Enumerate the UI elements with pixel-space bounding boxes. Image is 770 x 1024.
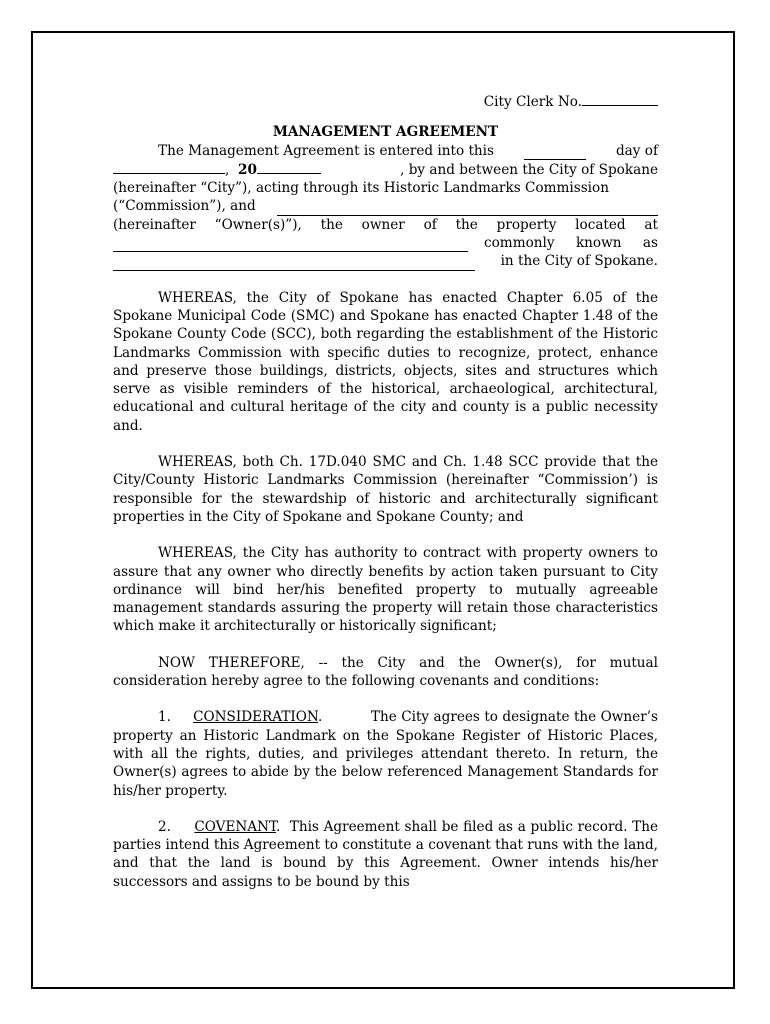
whereas-paragraph-1: WHEREAS, the City of Spokane has enacted Chapter 6.05 of the Spokane Municipal Code (SMC) and Spokane has enacted Chapter 1.48 of the Spokane County Code (SCC), both regarding the establishment of the Historic Landmarks Commission with specific duties to recognize, protect, enhance and preserve those buildings, districts, objects, sites and structures which serve as visible reminders of the historical, archaeological, architectural, educational and cultural heritage of the city and county is a public necessity and. <box>113 289 658 434</box>
intro-line-4a: (“Commission”), and <box>113 198 256 215</box>
property-location-blank <box>113 238 468 252</box>
section-2-heading: COVENANT <box>194 818 277 835</box>
year-blank <box>257 160 321 174</box>
section-2-body: This Agreement shall be filed as a public record. The parties intend this Agreement to constitute a covenant that runs with the land, and that the land is bound by this Agreement. Owner intends his/her successors and assigns to be bound by this <box>113 818 659 890</box>
intro-line-1b: day of <box>615 142 658 159</box>
day-blank <box>524 146 586 160</box>
whereas-paragraph-2: WHEREAS, both Ch. 17D.040 SMC and Ch. 1.48 SCC provide that the City/County Historic Landmarks Commission (hereinafter “Commission’) is responsible for the stewardship of historic and architecturally significant properties in the City of Spokane and Spokane County; and <box>113 454 658 525</box>
section-1-body: The City agrees to designate the Owner’s property an Historic Landmark on the Spokane Register of Historic Places, with all the rights, duties, and privileges attendant thereto. In return, the Owner(s) agrees to abide by the below referenced Management Standards for his/her property. <box>113 709 659 799</box>
now-therefore-paragraph: NOW THEREFORE, -- the City and the Owner(s), for mutual consideration hereby agree to the following covenants and conditions: <box>113 654 658 690</box>
document-body <box>113 92 658 891</box>
intro-paragraph <box>113 142 658 271</box>
city-clerk-number-blank <box>582 92 658 106</box>
city-clerk-label: City Clerk No. <box>483 94 582 110</box>
commonly-known-blank <box>113 257 475 271</box>
intro-line-1a: The Management Agreement is entered into this <box>158 142 495 159</box>
intro-line-2b: , by and between the City of Spokane <box>400 161 658 178</box>
whereas-paragraph-3: WHEREAS, the City has authority to contract with property owners to assure that any owner who directly benefits by action taken pursuant to City ordinance will bind her/his benefited property to mutually agreeable management standards assuring the property will retain those characteristics which make it architecturally or historically significant; <box>113 545 658 635</box>
city-clerk-line <box>113 92 658 111</box>
intro-comma: , <box>225 161 230 178</box>
section-2-number: 2. <box>158 818 171 835</box>
owner-name-blank <box>277 202 658 216</box>
section-consideration: 1. CONSIDERATION. The City agrees to designate the Owner’s property an Historic Landmark on the Spokane Register of Historic Places, with all the rights, duties, and privileges attendant thereto. In return, the Owner(s) agrees to abide by the below referenced Management Standards for his/her property. <box>113 709 659 799</box>
intro-line-6: commonly known as <box>484 235 658 252</box>
section-covenant: 2. COVENANT. This Agreement shall be filed as a public record. The parties intend this Agreement to constitute a covenant that runs with the land, and that the land is bound by this Agreement. Owner intends his/her successors and assigns to be bound by this <box>113 818 659 890</box>
document-title: MANAGEMENT AGREEMENT <box>272 124 499 141</box>
intro-line-7: in the City of Spokane. <box>500 253 658 270</box>
section-1-number: 1. <box>158 709 171 726</box>
intro-line-3: (hereinafter “City”), acting through its Historic Landmarks Commission <box>113 180 609 197</box>
intro-line-5: (hereinafter “Owner(s)”), the owner of the property located at <box>113 216 658 233</box>
section-1-heading: CONSIDERATION <box>193 709 318 726</box>
year-prefix: 20 <box>237 161 257 178</box>
month-blank <box>113 160 225 174</box>
